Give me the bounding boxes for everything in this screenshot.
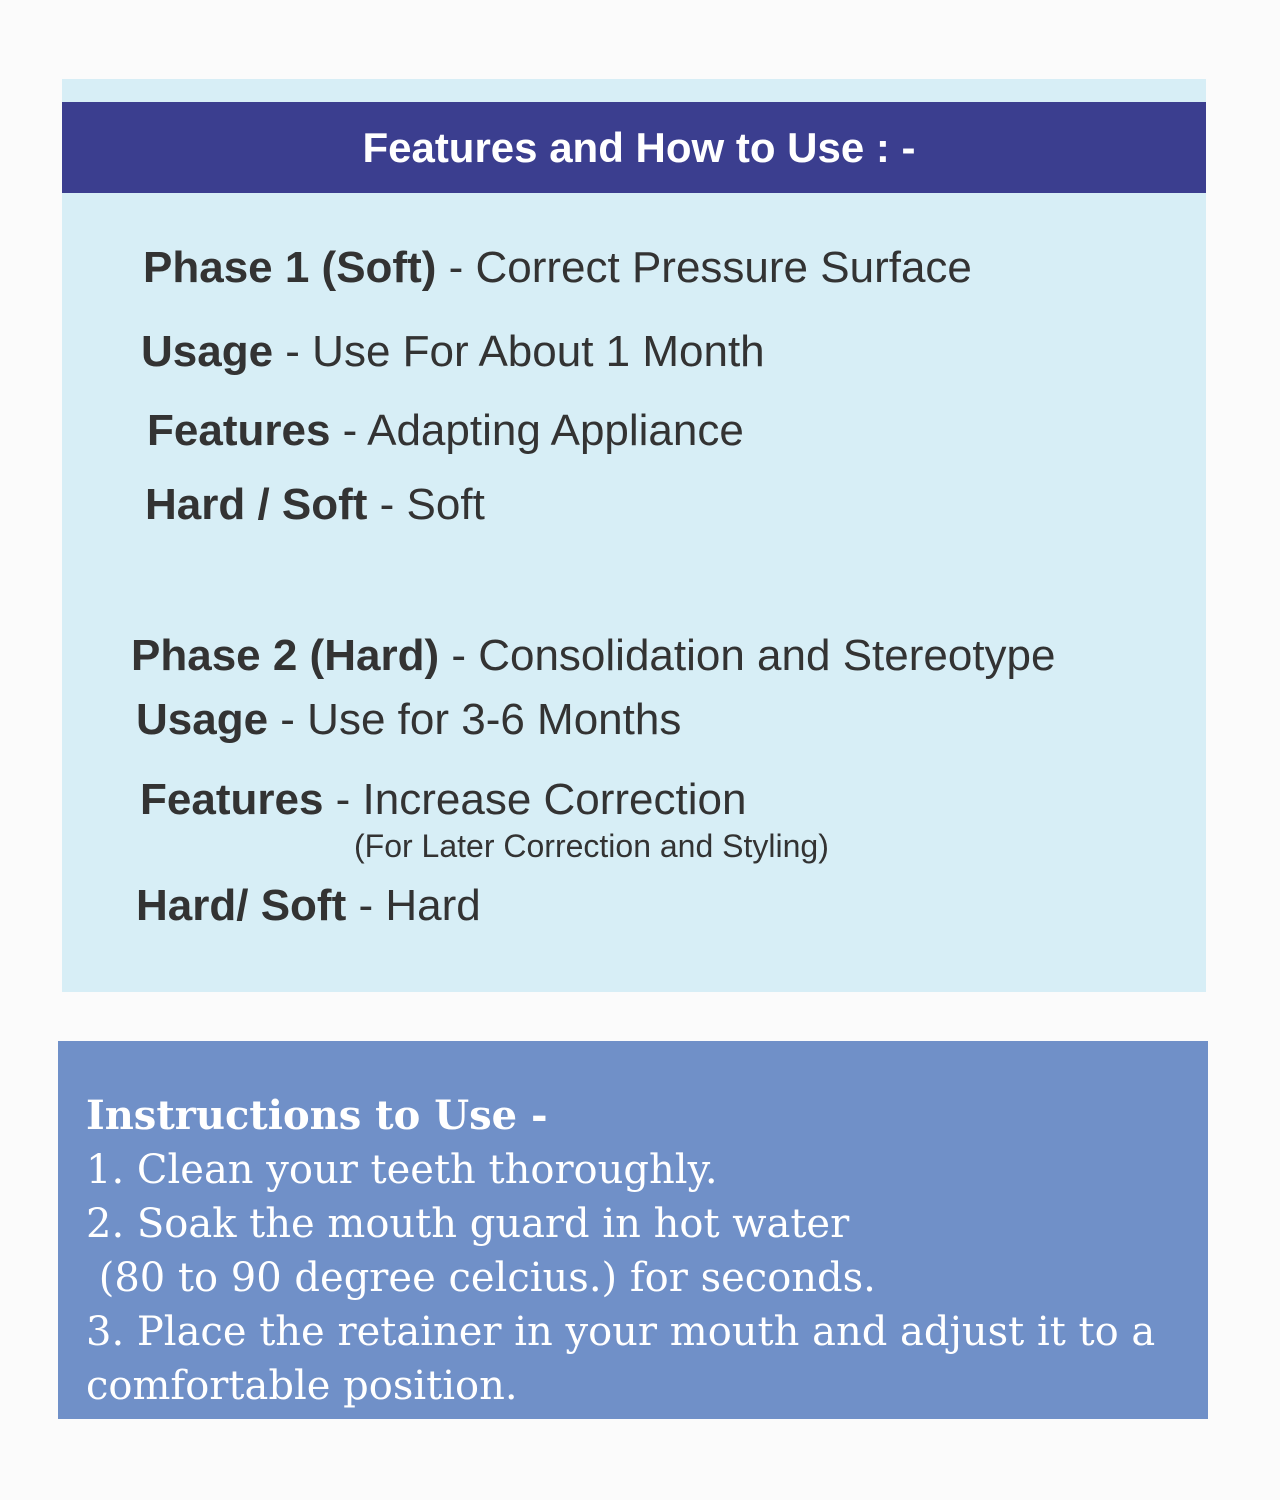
phase2-usage-value: - Use for 3-6 Months bbox=[268, 695, 682, 744]
phase2-hardness-line bbox=[136, 881, 481, 930]
phase2-features-value: - Increase Correction bbox=[323, 775, 747, 824]
phase1-hardness-value: - Soft bbox=[367, 480, 485, 529]
phase1-features-label: Features bbox=[147, 406, 331, 455]
phase2-usage-line bbox=[136, 695, 682, 744]
instructions-text bbox=[86, 1089, 1155, 1413]
header-band bbox=[62, 102, 1206, 193]
phase2-title-line bbox=[131, 631, 1056, 680]
phase2-hardness-value: - Hard bbox=[346, 881, 481, 930]
phase2-features-label: Features bbox=[140, 775, 324, 824]
phase2-features-line bbox=[140, 775, 747, 824]
instruction-line: 1. Clean your teeth thoroughly. bbox=[86, 1147, 718, 1193]
phase2-features-note: (For Later Correction and Styling) bbox=[354, 828, 829, 864]
instruction-line: (80 to 90 degree celcius.) for seconds. bbox=[86, 1255, 876, 1301]
instructions-title: Instructions to Use - bbox=[86, 1092, 548, 1139]
phase1-usage-label: Usage bbox=[141, 327, 274, 376]
phase1-features-value: - Adapting Appliance bbox=[330, 406, 744, 455]
phase1-label: Phase 1 (Soft) bbox=[143, 243, 437, 292]
phase1-title-line bbox=[143, 243, 972, 292]
features-panel bbox=[62, 79, 1206, 992]
phase1-value: - Correct Pressure Surface bbox=[436, 243, 972, 292]
phase2-label: Phase 2 (Hard) bbox=[131, 631, 440, 680]
phase1-features-line bbox=[147, 406, 744, 455]
phase1-usage-value: - Use For About 1 Month bbox=[273, 327, 765, 376]
instruction-line: 3. Place the retainer in your mouth and adjust it to a bbox=[86, 1309, 1156, 1355]
phase2-usage-label: Usage bbox=[136, 695, 269, 744]
instruction-line: comfortable position. bbox=[86, 1363, 518, 1409]
phase1-hardness-line bbox=[145, 480, 485, 529]
instruction-line: 2. Soak the mouth guard in hot water bbox=[86, 1201, 850, 1247]
phase2-hardness-label: Hard/ Soft bbox=[136, 881, 347, 930]
section-title: Features and How to Use : - bbox=[362, 123, 916, 171]
phase1-hardness-label: Hard / Soft bbox=[145, 480, 368, 529]
instructions-panel bbox=[58, 1041, 1208, 1419]
phase2-value: - Consolidation and Stereotype bbox=[439, 631, 1056, 680]
phase1-usage-line bbox=[141, 327, 765, 376]
